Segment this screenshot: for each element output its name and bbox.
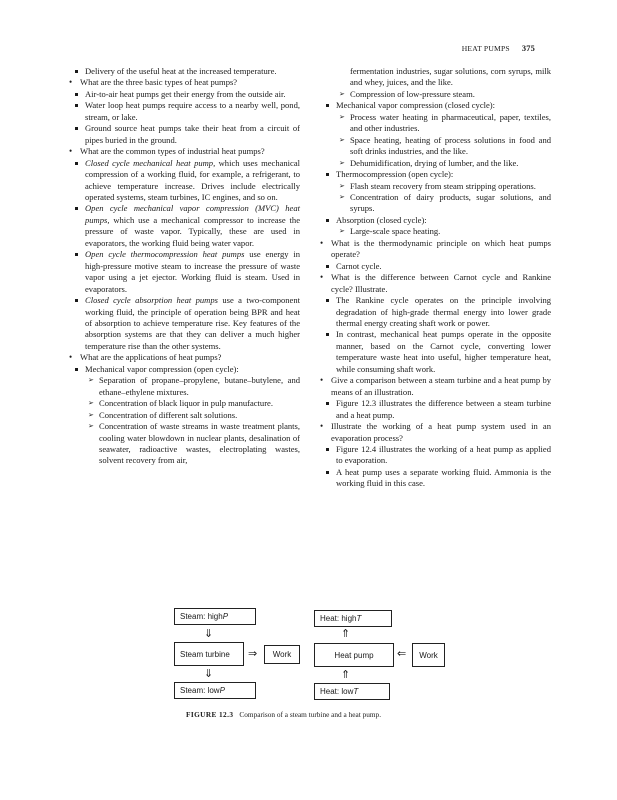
sub-list-item: ➢ Large-scale space heating.	[319, 226, 551, 237]
list-item: Carnot cycle.	[316, 261, 551, 272]
up-arrow-icon: ⇑	[341, 668, 351, 681]
sub-list-item: ➢ Compression of low-pressure steam.	[319, 89, 551, 100]
left-arrow-icon: ⇐	[397, 647, 407, 660]
sub-list-item: ➢ Concentration of dairy products, sugar solutions, and syrups.	[319, 192, 551, 215]
list-item: Figure 12.3 illustrates the difference between a steam turbine and a heat pump.	[316, 398, 551, 421]
figure-caption-text: Comparison of a steam turbine and a heat pump.	[239, 710, 382, 719]
left-column	[68, 66, 300, 467]
heat-low-temperature-box: Heat: low T	[314, 683, 390, 700]
figure-caption	[186, 710, 381, 719]
steam-low-pressure-box: Steam: low P	[174, 682, 256, 699]
list-item: Ground source heat pumps take their heat from a circuit of pipes buried in the ground.	[65, 123, 300, 146]
figure-label: FIGURE 12.3	[186, 710, 234, 719]
sub-list-item: ➢ Separation of propane–propylene, butane–butylene, and ethane–ethylene mixtures.	[68, 375, 300, 398]
list-item: Thermocompression (open cycle):	[316, 169, 551, 180]
sub-list-item: ➢ Process water heating in pharmaceutical, paper, textiles, and other industries.	[319, 112, 551, 135]
heat-pump-box: Heat pump	[314, 643, 394, 667]
list-item: In contrast, mechanical heat pumps operate in the opposite manner, based on the Carnot cycle, converting lower temperature waste heat into useful, higher temperature heat, while consuming shaft work.	[316, 329, 551, 375]
page-number: 375	[521, 44, 535, 53]
question-item: • Illustrate the working of a heat pump system used in an evaporation process?	[319, 421, 551, 444]
right-arrow-icon: ⇒	[248, 647, 258, 660]
right-column	[319, 66, 551, 490]
list-item: Open cycle mechanical vapor compression (MVC) heat pumps, which use a mechanical compressor to increase the pressure of waste vapor. Typically, these are used in evaporators, the working fluid being water vapor.	[65, 203, 300, 249]
list-item: Delivery of the useful heat at the increased temperature.	[65, 66, 300, 77]
question-item: • What are the common types of industrial heat pumps?	[68, 146, 300, 157]
sub-list-item: ➢ Space heating, heating of process solutions in food and soft drinks industries, and the like.	[319, 135, 551, 158]
sub-list-item: ➢ Flash steam recovery from steam stripping operations.	[319, 181, 551, 192]
running-title: HEAT PUMPS	[461, 44, 510, 53]
sub-list-item: ➢ Concentration of different salt solutions.	[68, 410, 300, 421]
question-item: • What is the thermodynamic principle on which heat pumps operate?	[319, 238, 551, 261]
list-item: Air-to-air heat pumps get their energy from the outside air.	[65, 89, 300, 100]
question-item: • What are the applications of heat pumps?	[68, 352, 300, 363]
list-item: Closed cycle absorption heat pumps use a two-component working fluid, the principle of operation being BPR and heat of absorption to achieve temperature rise. Key features of the absorption systems are that they can deliver a much higher temperature rise than the other systems.	[65, 295, 300, 352]
list-item: Absorption (closed cycle):	[316, 215, 551, 226]
list-item: Mechanical vapor compression (closed cycle):	[316, 100, 551, 111]
sub-list-item: ➢ Concentration of black liquor in pulp manufacture.	[68, 398, 300, 409]
question-item: • What are the three basic types of heat pumps?	[68, 77, 300, 88]
down-arrow-icon: ⇓	[204, 627, 214, 640]
list-item: Closed cycle mechanical heat pump, which uses mechanical compression of a working fluid, for example, a refrigerant, to achieve temperature increase. Drives include electrically operated systems, steam turbines, IC engines, and so on.	[65, 158, 300, 204]
steam-high-pressure-box: Steam: high P	[174, 608, 256, 625]
list-item: Mechanical vapor compression (open cycle):	[65, 364, 300, 375]
work-input-box: Work	[412, 643, 445, 667]
down-arrow-icon: ⇓	[204, 667, 214, 680]
sub-list-item: ➢ Dehumidification, drying of lumber, and the like.	[319, 158, 551, 169]
sub-list-item: ➢ Concentration of waste streams in waste treatment plants, cooling water blowdown in nuclear plants, desalination of seawater, radioactive wastes, electroplating wastes, solvent recovery from air,	[68, 421, 300, 467]
continued-sub-item: fermentation industries, sugar solutions, corn syrups, milk and whey, juices, and the like.	[350, 66, 551, 88]
up-arrow-icon: ⇑	[341, 627, 351, 640]
running-header	[462, 44, 535, 53]
list-item: Open cycle thermocompression heat pumps use energy in high-pressure motive steam to increase the pressure of waste vapor using a jet ejector. Working fluid is steam. Used in evaporators.	[65, 249, 300, 295]
question-item: • What is the difference between Carnot cycle and Rankine cycle? Illustrate.	[319, 272, 551, 295]
steam-turbine-box: Steam turbine	[174, 642, 244, 666]
work-output-box: Work	[264, 645, 300, 664]
list-item: Figure 12.4 illustrates the working of a heat pump as applied to evaporation.	[316, 444, 551, 467]
list-item: The Rankine cycle operates on the principle involving degradation of high-grade thermal energy into lower grade thermal energy creating shaft work or power.	[316, 295, 551, 329]
heat-high-temperature-box: Heat: high T	[314, 610, 392, 627]
list-item: A heat pump uses a separate working fluid. Ammonia is the working fluid in this case.	[316, 467, 551, 490]
list-item: Water loop heat pumps require access to a nearby well, pond, stream, or lake.	[65, 100, 300, 123]
question-item: • Give a comparison between a steam turbine and a heat pump by means of an illustration.	[319, 375, 551, 398]
